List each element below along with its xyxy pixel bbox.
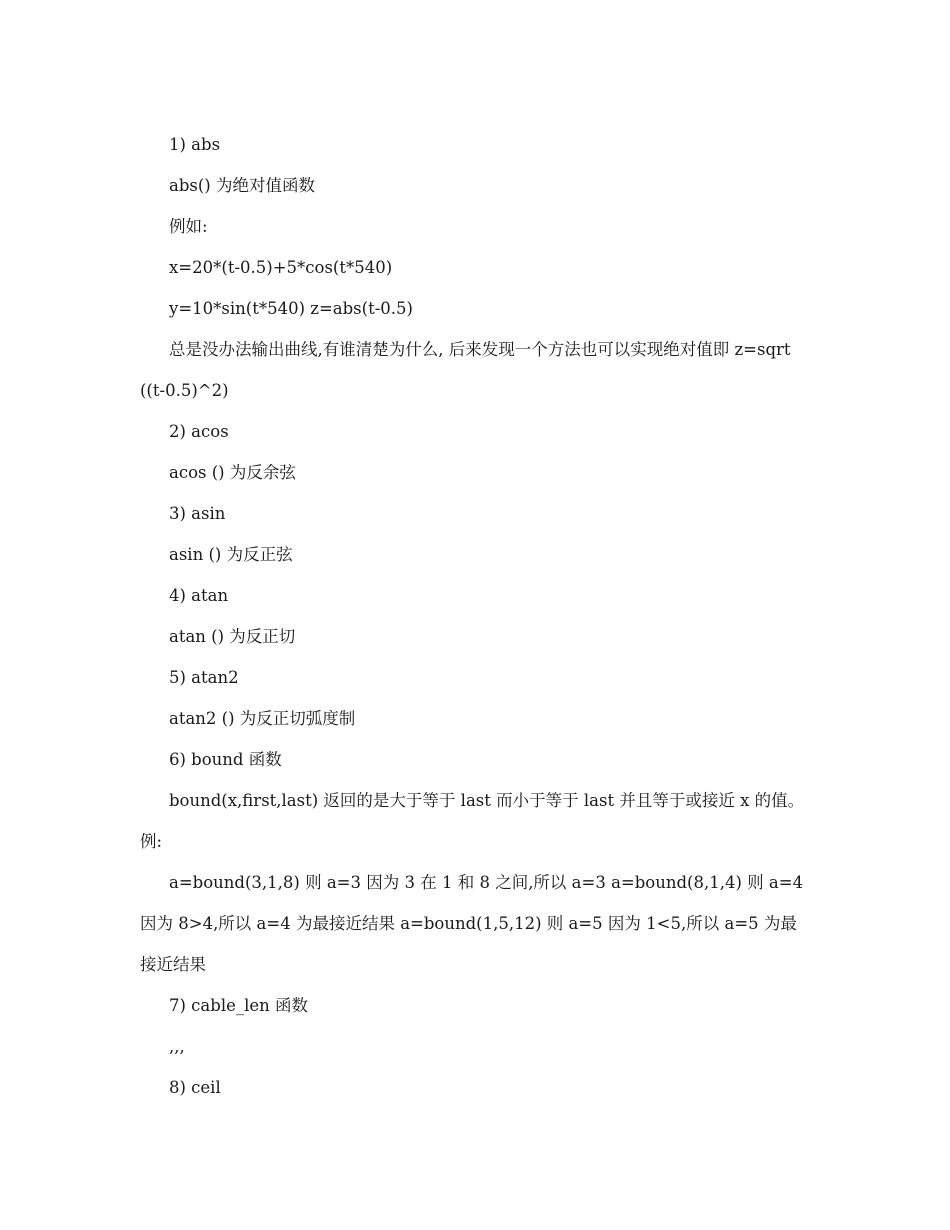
atan2-description: atan2 () 为反正切弧度制 [169,709,356,728]
abs-note-paragraph: 总是没办法输出曲线,有谁清楚为什么, 后来发现一个方法也可以实现绝对值即 z=sqrt((t-0.5)^2) [140,340,791,400]
abs-description: abs() 为绝对值函数 [169,176,315,195]
bound-examples: a=bound(3,1,8) 则 a=3 因为 3 在 1 和 8 之间,所以 a=3 a=bound(8,1,4) 则 a=4 因为 8>4,所以 a=4 为最接近结果 a=bound(1,5,12) 则 a=5 因为 1<5,所以 a=5 为最接近结果 [140,873,809,974]
example-x-formula: x=20*(t-0.5)+5*cos(t*540) [169,258,393,277]
heading-acos: 2) acos [169,422,229,441]
example-yz-formula: y=10*sin(t*540) z=abs(t-0.5) [169,299,413,318]
heading-bound: 6) bound 函数 [169,750,282,769]
heading-ceil: 8) ceil [169,1078,221,1097]
atan-description: atan () 为反正切 [169,627,296,646]
bound-description: bound(x,first,last) 返回的是大于等于 last 而小于等于 last 并且等于或接近 x 的值。例: [140,791,805,851]
heading-cable-len: 7) cable_len 函数 [169,996,309,1015]
example-label: 例如: [169,217,208,236]
heading-abs: 1) abs [169,135,221,154]
acos-description: acos () 为反余弦 [169,463,296,482]
heading-asin: 3) asin [169,504,226,523]
asin-description: asin () 为反正弦 [169,545,293,564]
document-body [140,124,810,1108]
heading-atan: 4) atan [169,586,229,605]
ellipsis-line: ,,, [169,1037,185,1056]
heading-atan2: 5) atan2 [169,668,239,687]
